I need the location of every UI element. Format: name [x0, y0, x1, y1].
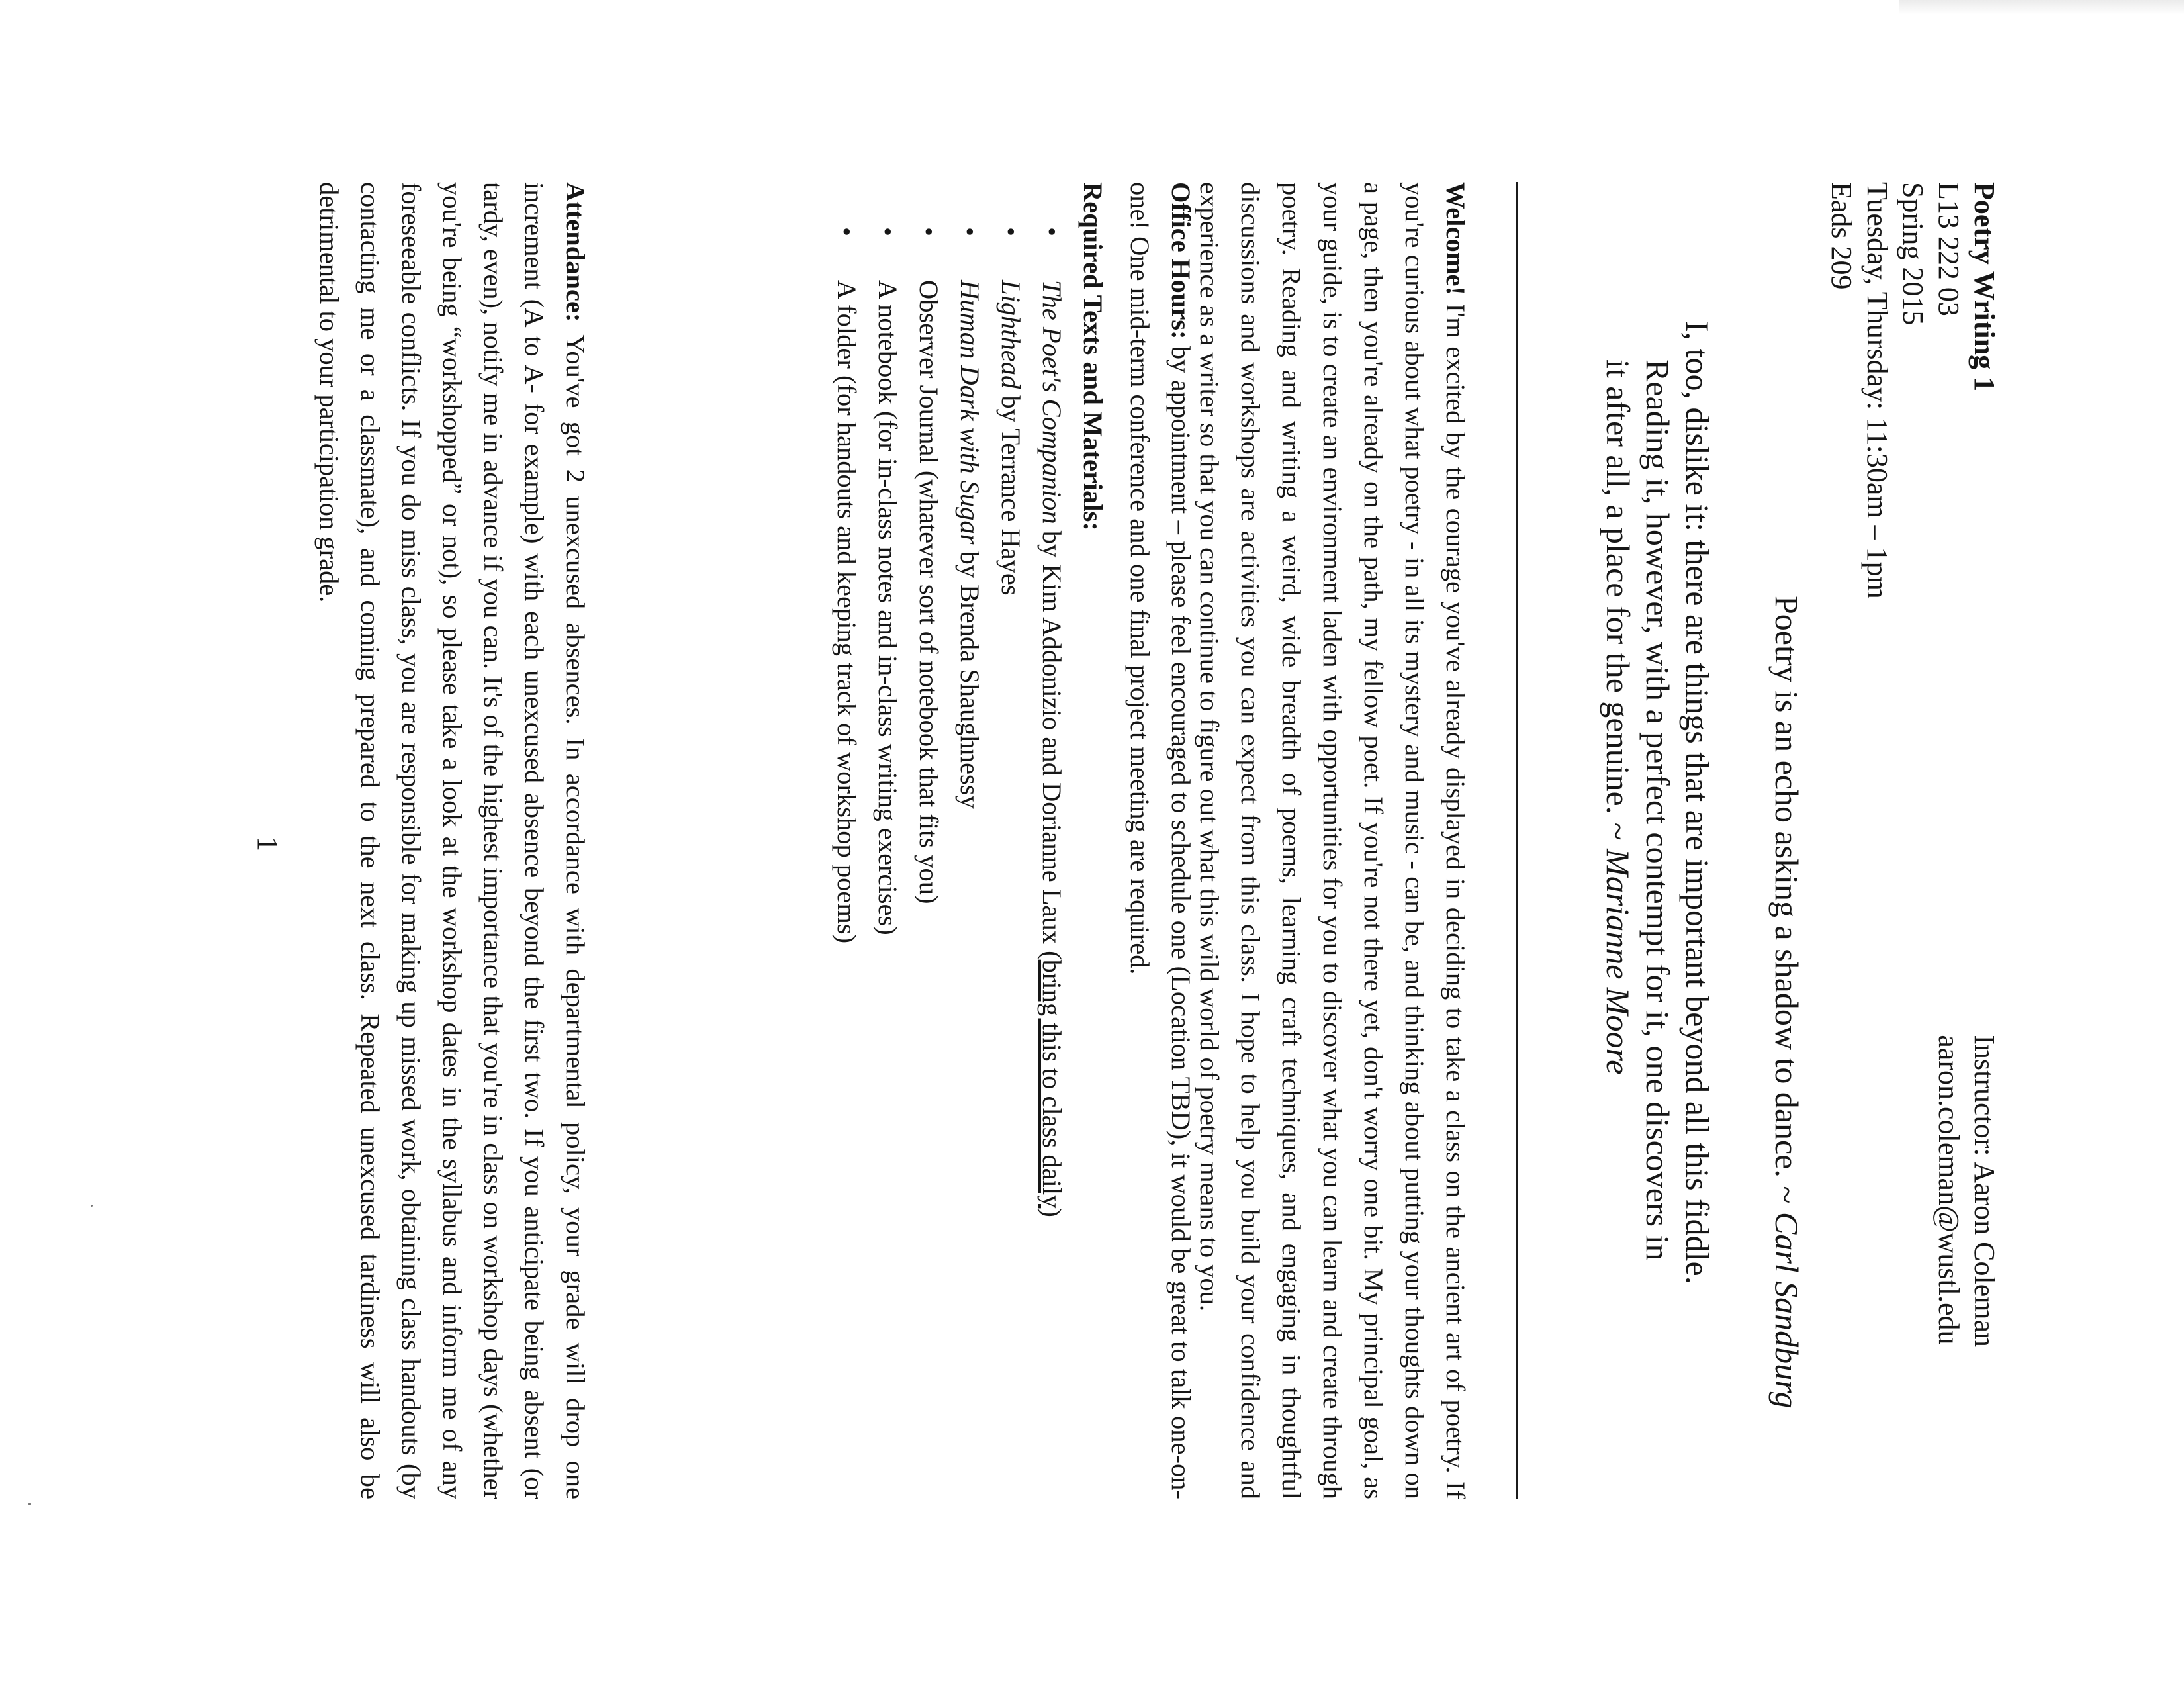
course-room: Eads 209: [1825, 182, 1858, 290]
course-number: L13 222 03: [1933, 182, 1965, 316]
material-text: A notebook (for in-class notes and in-class writing exercises): [873, 280, 903, 935]
syllabus-page: [251, 182, 2002, 1506]
epigraph-line: Reading it, however, with a perfect contempt for it, one discovers in: [1639, 359, 1676, 1261]
instructor-info: [1931, 1035, 2002, 1347]
epigraph-line: [1598, 321, 1638, 1473]
course-schedule: Tuesday, Thursday: 11:30am – 1pm: [1861, 182, 1893, 599]
materials-list: [826, 182, 1072, 1217]
welcome-paragraph: [1189, 182, 1476, 1499]
attendance-paragraph: [308, 182, 596, 1499]
page-number: 1: [251, 837, 284, 851]
list-item: [908, 182, 949, 1217]
emphasis-note: bring this to class daily: [1037, 959, 1067, 1209]
course-info: [1823, 182, 2002, 599]
welcome-label: Welcome!: [1441, 182, 1471, 295]
epigraph-line: I, too, dislike it: there are things that are important beyond all this fiddle.: [1679, 321, 1716, 1285]
list-item: [949, 182, 990, 1217]
epigraph-attribution: Carl Sandburg: [1768, 1211, 1805, 1409]
scan-edge-shadow: [1899, 0, 2184, 15]
course-term: Spring 2015: [1897, 182, 1929, 326]
attendance-text: You've got 2 unexcused absences. In accordance with departmental policy, your grade will drop one increment (A to A- for example) with each unexcused absence beyond the first two. If you anticipate being absent (or tardy, even), notify me in advance if you can. It's of the highest importance that you're in class on workshop days (whether you're being “workshopped” or not), so please take a look at the workshop dates in the syllabus and inform me of any foreseeable conflicts. If you do miss class, you are responsible for making up missed work, obtaining class handouts (by contacting me or a classmate), and coming prepared to the next class. Repeated unexcused tardiness will also be detrimental to your participation grade.: [314, 182, 590, 1499]
course-title: Poetry Writing 1: [1968, 182, 2001, 392]
epigraph-text: Poetry is an echo asking a shadow to dance. ~: [1768, 596, 1805, 1212]
office-hours-label: Office Hours:: [1166, 182, 1196, 340]
instructor-email: aaron.coleman@wustl.edu: [1933, 1035, 1965, 1345]
book-author: by Brenda Shaughnessy: [955, 544, 985, 809]
material-text: Observer Journal (whatever sort of notebook that fits you): [914, 280, 944, 904]
book-author: by Terrance Hayes: [996, 389, 1026, 596]
materials-heading: Required Texts and Materials:: [1078, 182, 1108, 531]
horizontal-divider: [1516, 182, 1518, 1499]
book-title: Lighthead: [996, 280, 1026, 389]
office-hours-paragraph: [1119, 182, 1201, 1499]
list-item: [990, 182, 1031, 1217]
book-author: by Kim Addonizio and Dorianne Laux (: [1037, 524, 1067, 960]
epigraph-sandburg: [1767, 596, 1807, 1409]
epigraph-attribution: Marianne Moore: [1600, 849, 1637, 1075]
scan-speck: [28, 1503, 31, 1505]
office-hours-text: by appointment – please feel encouraged to schedule one (Location TBD), it would be great to talk one-on-one! One mid-term conference and one final project meeting are required.: [1125, 182, 1196, 1499]
list-item: [1031, 182, 1072, 1217]
instructor-name: Instructor: Aaron Coleman: [1968, 1035, 2001, 1347]
epigraph-text: it after all, a place for the genuine. ~: [1600, 359, 1637, 849]
welcome-text: I'm excited by the courage you've already displayed in deciding to take a class on the ancient art of poetry. If you're curious about what poetry - in all its mystery and music - can be, and thinking about putting your thoughts down on a page, then you're already on the path, my fellow poet. If you're not there yet, don't worry one bit. My principal goal, as your guide, is to create an environment laden with opportunities for you to discover what you can learn and create through poetry. Reading and writing a weird, wide breadth of poems, learning craft techniques, and engaging in thoughtful discussions and workshops are activities you can expect from this class. I hope to help you build your confidence and experience as a writer so that you can continue to figure out what this wild world of poetry means to you.: [1195, 182, 1471, 1499]
book-title: The Poet's Companion: [1037, 280, 1067, 524]
material-text: A folder (for handouts and keeping track of workshop poems): [832, 280, 862, 944]
epigraph-moore: [1598, 321, 1717, 1473]
list-item: [867, 182, 908, 1217]
list-item: [826, 182, 867, 1217]
attendance-label: Attendance:: [561, 182, 590, 322]
closing-paren: ): [1037, 1208, 1067, 1217]
book-title: Human Dark with Sugar: [955, 280, 985, 545]
scan-speck: [91, 1205, 93, 1207]
